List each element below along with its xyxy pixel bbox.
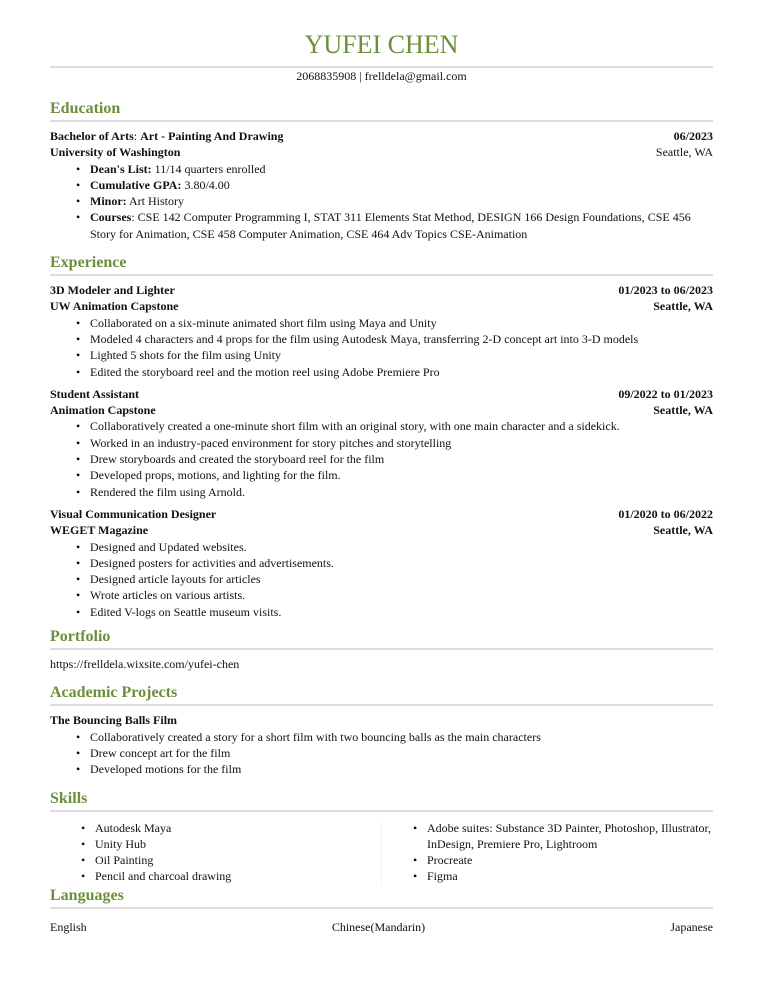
languages-section	[50, 885, 713, 935]
school: University of Washington	[50, 145, 181, 160]
job-dates: 01/2020 to 06/2022	[618, 506, 713, 521]
section-heading: Languages	[50, 886, 124, 904]
list-item: • Designed and Updated websites.	[90, 539, 713, 555]
list-item: • Pencil and charcoal drawing	[95, 868, 381, 884]
location: Seattle, WA	[655, 145, 713, 160]
job-role: Visual Communication Designer	[50, 506, 217, 521]
bullet-label: Courses	[90, 210, 132, 225]
project-bullets	[50, 729, 713, 778]
education-section	[50, 98, 713, 242]
candidate-name: YUFEI CHEN	[304, 30, 459, 59]
job-dates: 01/2023 to 06/2023	[618, 283, 713, 298]
list-item	[90, 193, 713, 209]
bullet-label: Cumulative GPA:	[90, 177, 182, 192]
skills-section	[50, 788, 713, 885]
job-role: Student Assistant	[50, 386, 140, 401]
job-org: UW Animation Capstone	[50, 299, 179, 314]
job-location: Seattle, WA	[653, 523, 713, 538]
projects-section	[50, 682, 713, 777]
language: Japanese	[670, 919, 713, 934]
list-item: • Figma	[427, 868, 713, 884]
job-bullets	[50, 418, 713, 499]
divider	[50, 648, 713, 650]
list-item: • Developed props, motions, and lighting for the film.	[90, 467, 713, 483]
list-item: • Wrote articles on various artists.	[90, 587, 713, 603]
divider	[50, 704, 713, 706]
list-item: • Edited the storyboard reel and the motion reel using Adobe Premiere Pro	[90, 364, 713, 380]
job-bullets	[50, 539, 713, 620]
separator: :	[133, 129, 141, 143]
list-item: • Unity Hub	[95, 836, 381, 852]
bullet-text: 11/14 quarters enrolled	[151, 161, 266, 176]
bullet-label: Dean's List:	[90, 161, 152, 176]
job-org: Animation Capstone	[50, 403, 156, 418]
bullet-text: 3.80/4.00	[181, 177, 230, 192]
degree: Bachelor of Arts	[50, 129, 134, 143]
section-heading: Skills	[50, 789, 88, 807]
list-item: • Developed motions for the film	[90, 761, 713, 777]
divider	[50, 907, 713, 909]
list-item: • Autodesk Maya	[95, 820, 381, 836]
contact-info: 2068835908 | frelldela@gmail.com	[296, 69, 467, 83]
list-item: • Adobe suites: Substance 3D Painter, Photoshop, Illustrator, InDesign, Premiere Pro, Lightroom	[427, 820, 713, 853]
section-heading: Education	[50, 100, 121, 117]
divider	[50, 274, 713, 276]
skills-left	[50, 820, 381, 885]
language: English	[50, 919, 87, 934]
job-dates: 09/2022 to 01/2023	[618, 386, 713, 401]
list-item: • Oil Painting	[95, 852, 381, 868]
list-item: • Collaboratively created a one-minute short film with an original story, with one main character and a sidekick.	[90, 418, 713, 434]
divider	[50, 120, 713, 122]
job-entry	[50, 386, 713, 500]
grad-date: 06/2023	[673, 129, 713, 143]
list-item: • Lighted 5 shots for the film using Unity	[90, 347, 713, 363]
job-entry	[50, 506, 713, 620]
job-bullets	[50, 315, 713, 380]
list-item	[90, 161, 713, 177]
list-item: • Collaboratively created a story for a short film with two bouncing balls as the main characters	[90, 729, 713, 745]
education-bullets	[50, 161, 713, 242]
list-item: • Drew concept art for the film	[90, 745, 713, 761]
list-item: • Rendered the film using Arnold.	[90, 484, 713, 500]
list-item	[90, 209, 713, 242]
list-item	[90, 177, 713, 193]
bullet-text: : CSE 142 Computer Programming I, STAT 311 Elements Stat Method, DESIGN 166 Design Foundations, CSE 456 Story for Animation, CSE 458 Computer Animation, CSE 464 Adv Topics CSE-Animation	[90, 210, 691, 241]
list-item: • Designed posters for activities and advertisements.	[90, 555, 713, 571]
section-heading: Experience	[50, 254, 127, 272]
job-org: WEGET Magazine	[50, 523, 149, 538]
major: Art - Painting And Drawing	[140, 129, 284, 143]
list-item: • Edited V-logs on Seattle museum visits.	[90, 604, 713, 620]
divider	[50, 810, 713, 812]
list-item: • Procreate	[427, 852, 713, 868]
list-item: • Modeled 4 characters and 4 props for the film using Autodesk Maya, transferring 2-D concept art into 3-D models	[90, 331, 713, 347]
job-location: Seattle, WA	[653, 299, 713, 314]
experience-section	[50, 252, 713, 620]
skills-right	[381, 820, 713, 885]
portfolio-section	[50, 626, 713, 672]
job-location: Seattle, WA	[653, 403, 713, 418]
section-heading: Portfolio	[50, 628, 111, 646]
list-item: • Collaborated on a six-minute animated short film using Maya and Unity	[90, 315, 713, 331]
bullet-label: Minor:	[90, 194, 127, 209]
language: Chinese(Mandarin)	[331, 919, 426, 934]
section-heading: Academic Projects	[50, 684, 178, 702]
list-item: • Drew storyboards and created the storyboard reel for the film	[90, 451, 713, 467]
list-item: • Worked in an industry-paced environment for story pitches and storytelling	[90, 435, 713, 451]
bullet-text: Art History	[126, 194, 184, 209]
job-role: 3D Modeler and Lighter	[50, 283, 175, 298]
project-name: The Bouncing Balls Film	[50, 713, 178, 728]
list-item: • Designed article layouts for articles	[90, 571, 713, 587]
portfolio-link[interactable]: https://frelldela.wixsite.com/yufei-chen	[50, 657, 240, 672]
job-entry	[50, 282, 713, 380]
